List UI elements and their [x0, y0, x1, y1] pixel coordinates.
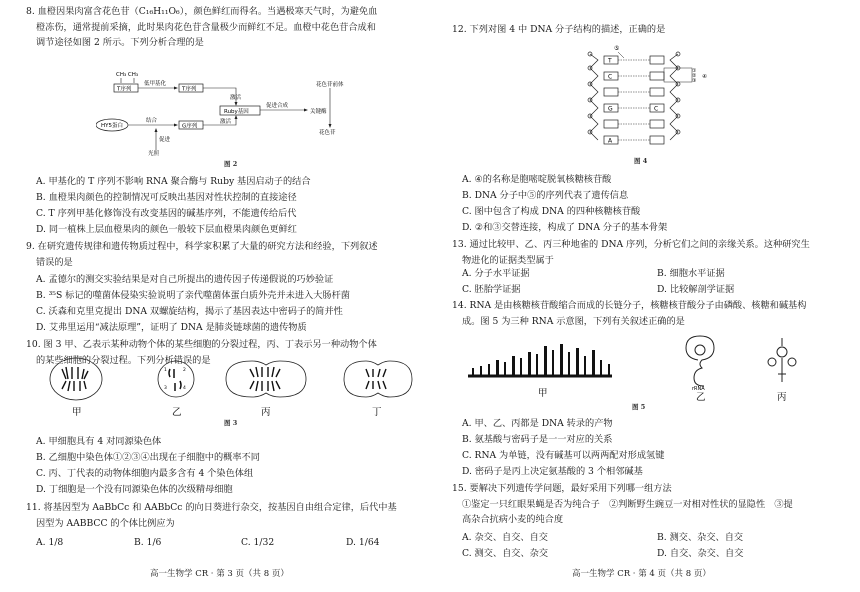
q8-stem-line3: 调节途径如图 2 所示。下列分析合理的是 — [36, 37, 204, 49]
q9-option-c[interactable]: C. 沃森和克里克提出 DNA 双螺旋结构，揭示了基因表达中密码子的简并性 — [36, 306, 343, 317]
anthocyanin-precursor-label: 花色苷前体 — [316, 82, 344, 88]
q9-stem-line2: 错误的是 — [36, 256, 73, 268]
t-seq-label-1: T序列 — [117, 86, 132, 93]
hy5-label: HY5蛋白 — [101, 123, 123, 129]
q15-option-d[interactable]: D. 自交、杂交、自交 — [657, 548, 744, 559]
question-9 — [26, 239, 426, 270]
q9-stem-line1: 9. 在研究遗传规律和遗传物质过程中，科学家积累了大量的研究方法和经验，下列叙述 — [26, 241, 378, 252]
base-T: T — [608, 57, 612, 65]
q13-option-b[interactable]: B. 细胞水平证据 — [657, 268, 725, 279]
figure-2-caption: 图 2 — [224, 160, 238, 168]
label-5: ⑤ — [614, 45, 620, 52]
cell-bing — [226, 361, 306, 397]
question-14 — [452, 298, 852, 329]
rrna-structure-yi — [686, 336, 714, 386]
q14-stem-line2: 成。图 5 为三种 RNA 示意图，下列有关叙述正确的是 — [462, 315, 685, 327]
figure-2-pathway — [96, 70, 396, 156]
chromosome-4: 4 — [183, 386, 186, 391]
q14-stem-line1: 14. RNA 是由核糖核苷酸缩合而成的长链分子，核糖核苷酸分子由磷酸、核糖和碱基构 — [452, 300, 807, 311]
figure-3-caption: 图 3 — [224, 419, 238, 427]
q8-option-d[interactable]: D. 同一植株上层血橙果肉的颜色一般较下层血橙果肉颜色更鲜红 — [36, 224, 297, 235]
figure-4-dna — [574, 42, 714, 158]
question-12 — [452, 22, 852, 38]
label-1: ① — [692, 68, 697, 74]
cell-ding — [344, 361, 412, 397]
figure-4-caption: 图 4 — [634, 157, 648, 165]
light-label: 光照 — [148, 151, 160, 156]
chromosome-1: 1 — [164, 368, 167, 373]
q14-option-a[interactable]: A. 甲、乙、丙都是 DNA 转录的产物 — [462, 418, 613, 429]
q11-option-b[interactable]: B. 1/6 — [134, 537, 162, 548]
rna-label-bing: 丙 — [777, 392, 787, 402]
q11-option-c[interactable]: C. 1/32 — [241, 537, 275, 548]
q14-option-b[interactable]: B. 氨基酸与密码子是一一对应的关系 — [462, 434, 613, 445]
cell-label-ding: 丁 — [372, 407, 382, 417]
cell-jia — [50, 358, 102, 400]
q13-option-d[interactable]: D. 比较解剖学证据 — [657, 284, 735, 295]
q15-option-a[interactable]: A. 杂交、自交、自交 — [462, 532, 548, 543]
key-enzyme-label: 关键酶 — [310, 109, 327, 115]
backbone-right — [670, 52, 680, 140]
figure-3-cells — [36, 355, 426, 417]
rna-label-yi: 乙 — [696, 392, 706, 402]
question-8 — [26, 4, 426, 51]
q9-option-d[interactable]: D. 艾弗里运用“减法原理”，证明了 DNA 是肺炎链球菌的遗传物质 — [36, 322, 307, 333]
q11-option-a[interactable]: A. 1/8 — [36, 537, 64, 548]
q15-option-b[interactable]: B. 测交、杂交、自交 — [657, 532, 744, 543]
q9-option-b[interactable]: B. ³⁵S 标记的噬菌体侵染实验说明了亲代噬菌体蛋白质外壳并未进入大肠杆菌 — [36, 290, 350, 301]
rrna-label: rRNA — [692, 386, 705, 392]
q14-option-d[interactable]: D. 密码子是丙上决定氨基酸的 3 个相邻碱基 — [462, 466, 643, 477]
ruby-gene-label: Ruby基因 — [224, 109, 249, 115]
cell-label-bing: 丙 — [261, 407, 271, 417]
base-C-right: C — [654, 105, 659, 113]
q13-option-a[interactable]: A. 分子水平证据 — [462, 268, 530, 279]
q11-stem-line1: 11. 将基因型为 AaBbCc 和 AABbCc 的向日葵进行杂交，按基因自由组合定律，后代中基 — [26, 502, 397, 513]
chromosome-3: 3 — [164, 386, 167, 391]
backbone-left — [588, 52, 598, 140]
q9-option-a[interactable]: A. 孟德尔的测交实验结果是对自己所提出的遗传因子传递假说的巧妙验证 — [36, 274, 334, 285]
q10-stem-line2: 的某些细胞的分裂过程。下列分析错误的是 — [36, 354, 211, 366]
q10-stem-line1: 10. 图 3 甲、乙表示某种动物个体的某些细胞的分裂过程，丙、丁表示另一种动物个体 — [26, 339, 377, 350]
q15-option-c[interactable]: C. 测交、自交、杂交 — [462, 548, 549, 559]
question-11 — [26, 500, 426, 531]
page-footer-left: 高一生物学 CR · 第 3 页（共 8 页） — [150, 569, 289, 579]
q12-option-b[interactable]: B. DNA 分子中⑤的序列代表了遗传信息 — [462, 190, 629, 201]
trna-structure-bing — [768, 338, 796, 382]
q13-stem-line1: 13. 通过比较甲、乙、丙三种地雀的 DNA 序列，分析它们之间的亲缘关系。这种研究生 — [452, 239, 810, 250]
q13-option-c[interactable]: C. 胚胎学证据 — [462, 284, 521, 295]
q8-option-a[interactable]: A. 甲基化的 T 序列不影响 RNA 聚合酶与 Ruby 基因启动子的结合 — [36, 176, 311, 187]
base-G: G — [608, 105, 613, 113]
question-15 — [452, 481, 852, 528]
q8-option-b[interactable]: B. 血橙果肉颜色的控制情况可反映出基因对性状控制的直接途径 — [36, 192, 297, 203]
q15-stem-line3: 高杂合抗病小麦的纯合度 — [462, 514, 564, 526]
q8-stem-line1: 8. 血橙因果肉富含花色苷（C₁₆H₁₁O₆），颜色鲜红而得名。当遇极寒天气时，为避免血 — [26, 6, 378, 17]
g-seq-label: G序列 — [182, 123, 198, 130]
activate-label-1: 激活 — [230, 95, 242, 101]
q12-option-d[interactable]: D. ②和③交替连接，构成了 DNA 分子的基本骨架 — [462, 222, 668, 233]
q12-option-a[interactable]: A. ④的名称是胞嘧啶脱氧核糖核苷酸 — [462, 174, 612, 185]
q11-option-d[interactable]: D. 1/64 — [346, 537, 380, 548]
q12-option-c[interactable]: C. 图中包含了构成 DNA 的四种核糖核苷酸 — [462, 206, 641, 217]
activate-label-2: 激活 — [220, 119, 232, 125]
t-seq-label-2: T序列 — [182, 86, 197, 93]
label-2: ② — [692, 73, 697, 79]
page-footer-right: 高一生物学 CR · 第 4 页（共 8 页） — [572, 569, 711, 579]
mrna-strand-jia — [468, 344, 612, 376]
q11-stem-line2: 因型为 AABBCC 的个体比例应为 — [36, 517, 175, 529]
label-3: ③ — [692, 78, 697, 84]
q8-option-c[interactable]: C. T 序列甲基化修饰没有改变基因的碱基序列，不能遗传给后代 — [36, 208, 297, 219]
chromosome-2: 2 — [183, 368, 186, 373]
cell-label-jia: 甲 — [72, 407, 82, 417]
figure-5-rna — [462, 332, 852, 402]
q13-stem-line2: 物进化的证据类型属于 — [462, 254, 554, 266]
promote-label: 促进 — [159, 137, 171, 143]
base-C: C — [608, 73, 613, 81]
q10-option-a[interactable]: A. 甲细胞具有 4 对同源染色体 — [36, 436, 162, 447]
label-4: ④ — [702, 74, 707, 80]
q14-option-c[interactable]: C. RNA 为单链，没有碱基可以两两配对形成氢键 — [462, 450, 665, 461]
q10-option-d[interactable]: D. 丁细胞是一个没有同源染色体的次级精母细胞 — [36, 484, 233, 495]
cell-yi — [158, 361, 194, 397]
q10-option-b[interactable]: B. 乙细胞中染色体①②③④出现在子细胞中的概率不同 — [36, 452, 260, 463]
q12-stem: 12. 下列对图 4 中 DNA 分子结构的描述，正确的是 — [452, 24, 666, 35]
bind-label: 结合 — [146, 118, 158, 124]
q15-stem-line1: 15. 要解决下列遗传学问题，最好采用下列哪一组方法 — [452, 483, 672, 494]
base-A: A — [608, 137, 613, 145]
rna-label-jia: 甲 — [538, 388, 548, 399]
question-13 — [452, 237, 852, 268]
low-methyl-label: 低甲基化 — [144, 81, 167, 87]
q8-stem-line2: 橙冻伤，通常提前采摘，此时果肉花色苷含量极少而鲜红不足。血橙中花色苷合成和 — [36, 21, 376, 33]
base-pairs — [604, 56, 664, 144]
q10-option-c[interactable]: C. 丙、丁代表的动物体细胞内最多含有 4 个染色体组 — [36, 468, 254, 479]
anthocyanin-label: 花色苷 — [319, 130, 336, 136]
figure-5-caption: 图 5 — [632, 403, 646, 411]
ch3-label: CH₃ CH₃ — [116, 72, 139, 78]
cell-label-yi: 乙 — [172, 407, 182, 417]
q15-stem-line2: ①鉴定一只红眼果蝇是否为纯合子 ②判断野生豌豆一对相对性状的显隐性 ③提 — [462, 498, 793, 510]
promote-synthesis-label: 促进合成 — [266, 103, 289, 109]
